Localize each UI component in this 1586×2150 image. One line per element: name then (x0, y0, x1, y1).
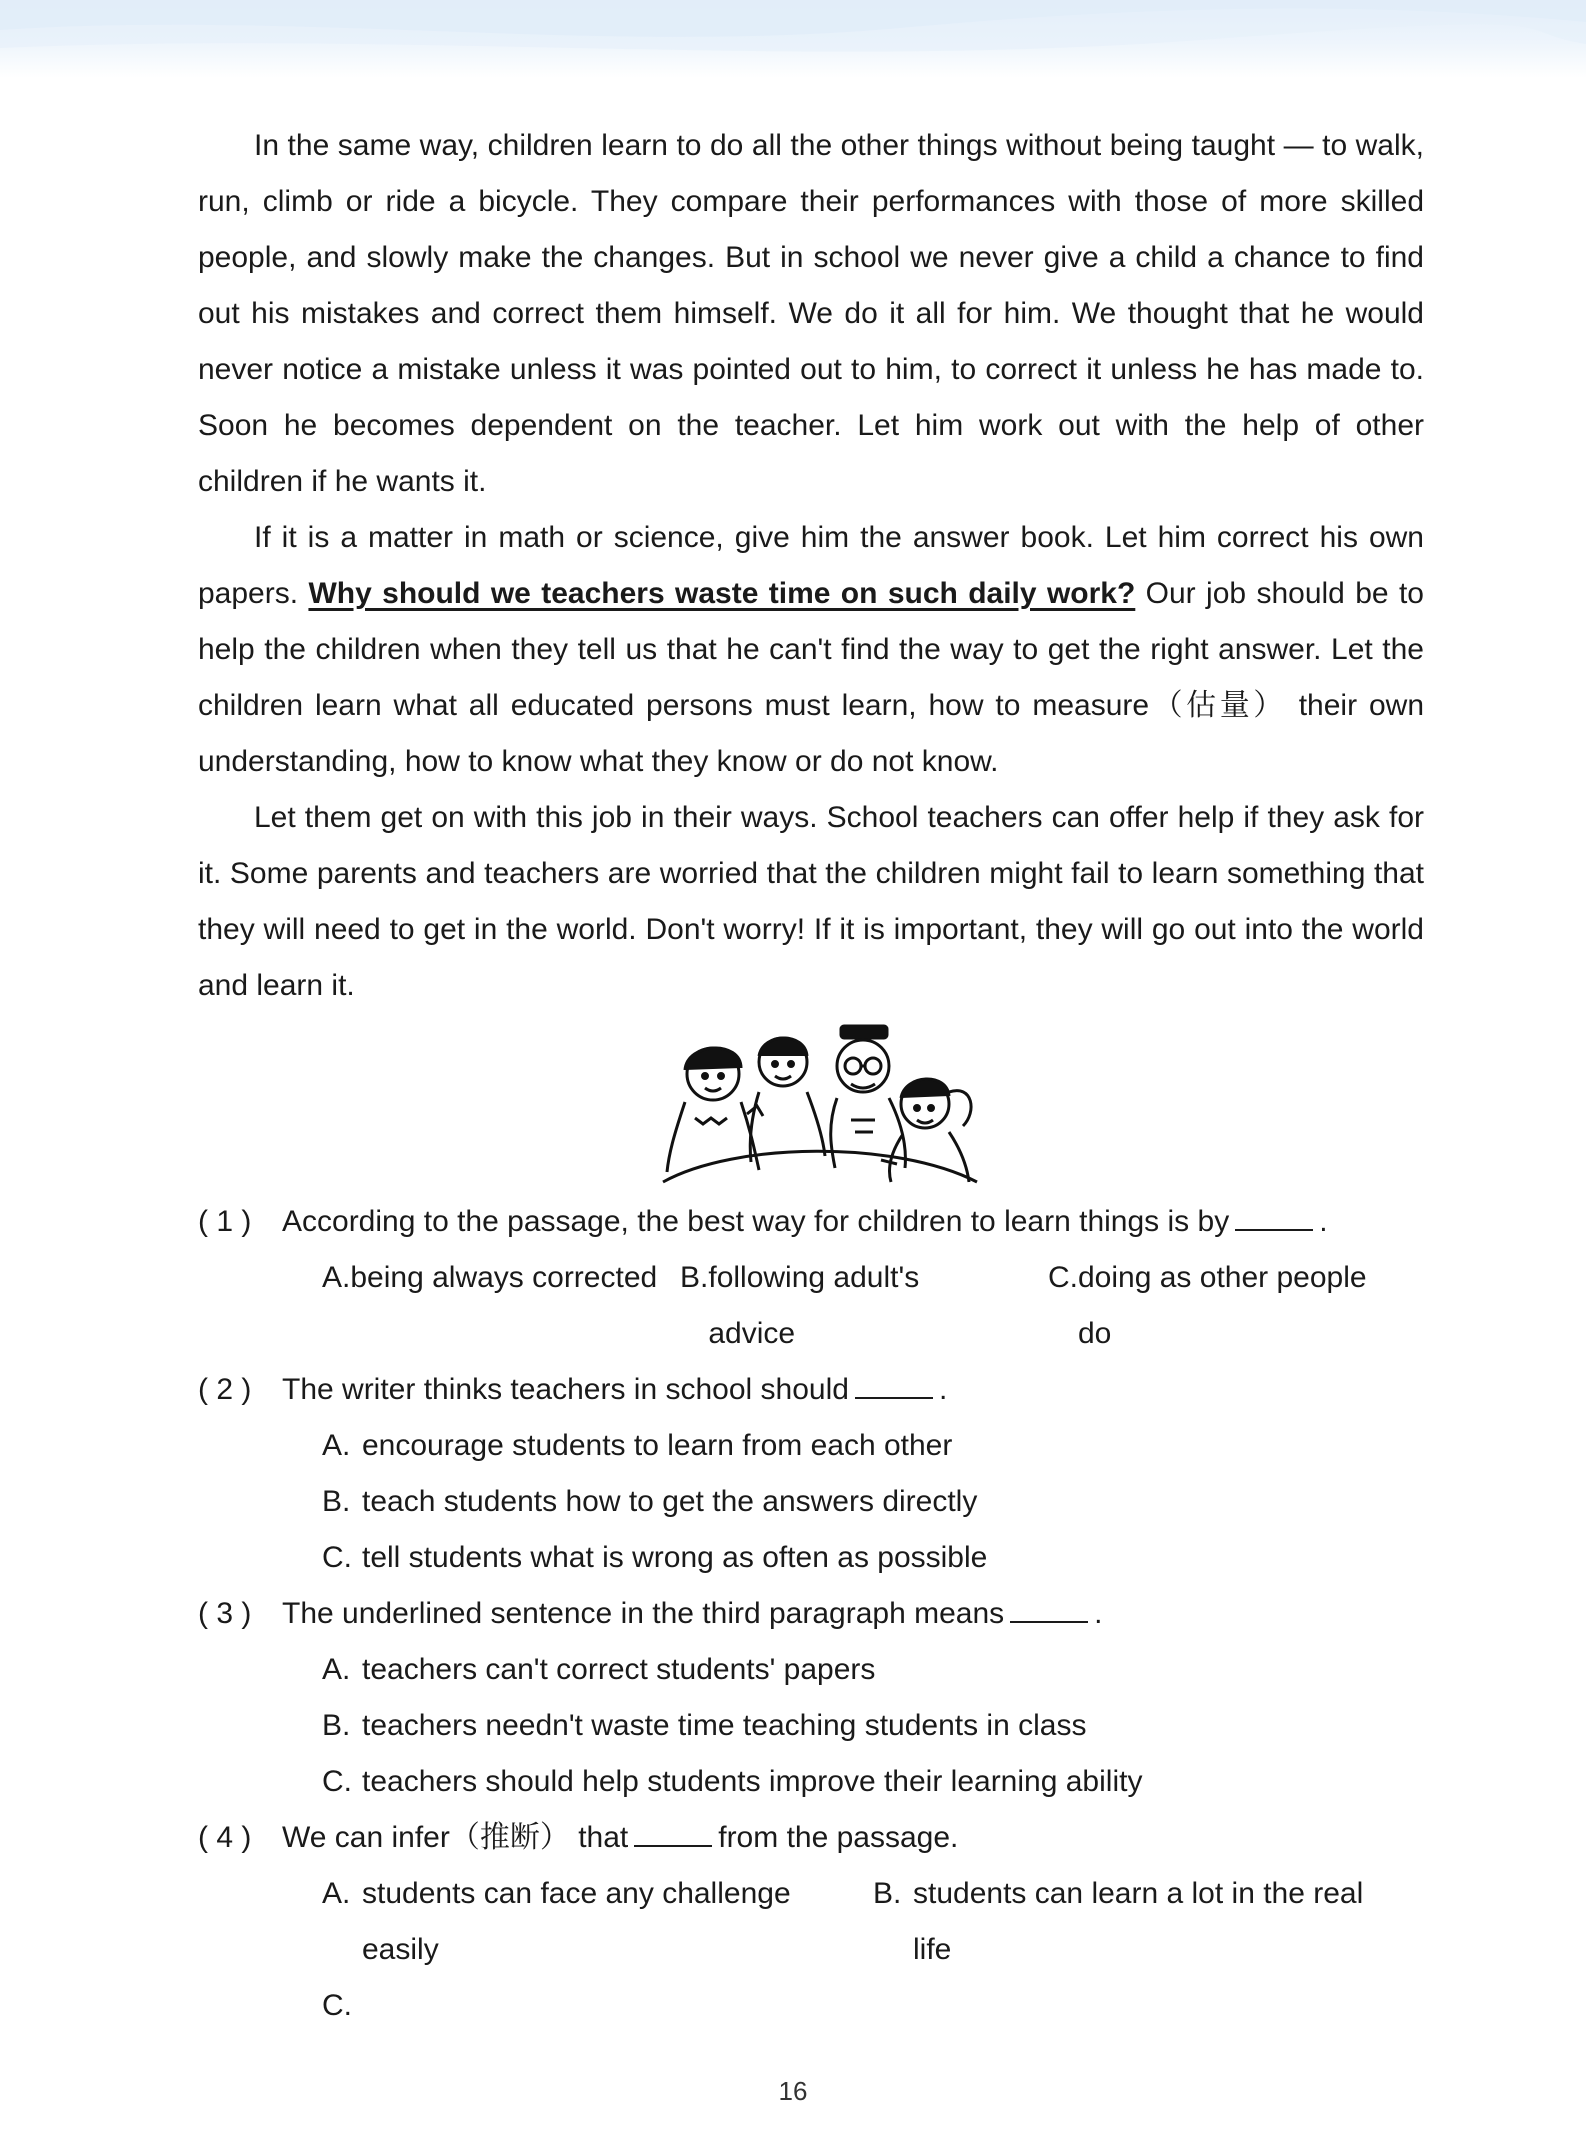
underlined-sentence: Why should we teachers waste time on such daily work? (308, 577, 1136, 610)
option-text: teach students how to get the answers directly (362, 1485, 978, 1518)
question-stem (198, 1810, 1424, 1866)
options (322, 1642, 1424, 1810)
option-text: teachers needn't waste time teaching students in class (362, 1709, 1087, 1742)
answer-blank[interactable] (634, 1811, 712, 1847)
option-c[interactable] (322, 1754, 1424, 1810)
option-b[interactable] (322, 1474, 1424, 1530)
option-letter: A. (322, 1877, 351, 1910)
option-text: tell students what is wrong as often as possible (362, 1541, 988, 1574)
question-text: According to the passage, the best way for children to learn things is by (282, 1205, 1230, 1238)
option-text (362, 1978, 1424, 2034)
option-b[interactable] (322, 1698, 1424, 1754)
option-a[interactable] (322, 1642, 1424, 1698)
children-and-teacher-illustration (655, 1022, 985, 1188)
question-text-end: from the passage. (718, 1821, 959, 1854)
option-text: being always corrected (350, 1261, 658, 1294)
option-letter: C. (1048, 1261, 1078, 1294)
question-stem (198, 1194, 1424, 1250)
question-text-end: . (1094, 1597, 1103, 1630)
option-letter: A. (322, 1653, 351, 1686)
question-text: The writer thinks teachers in school should (282, 1373, 849, 1406)
option-a[interactable] (322, 1418, 1424, 1474)
paragraph-2-start: If it is a matter in math or science, give him the answer book. Let him correct his own papers. (198, 521, 1424, 610)
header-wave-decoration (0, 0, 1586, 78)
question-number: ( 3 ) (198, 1597, 252, 1630)
option-c[interactable] (322, 1978, 1424, 2034)
question-3 (198, 1586, 1424, 1810)
question-text-end: . (938, 1373, 948, 1406)
option-letter: C. (322, 1541, 352, 1574)
question-stem (198, 1362, 1424, 1418)
option-text: teachers should help students improve their learning ability (362, 1765, 1143, 1798)
option-text: teachers can't correct students' papers (362, 1653, 876, 1686)
question-stem (198, 1586, 1424, 1642)
question-text: We can infer（推断） that (282, 1821, 629, 1854)
question-number: ( 1 ) (198, 1205, 252, 1238)
option-letter: B. (873, 1877, 902, 1910)
question-text-end: . (1319, 1205, 1328, 1238)
option-letter: C. (322, 1989, 352, 2022)
answer-blank[interactable] (855, 1363, 933, 1399)
answer-blank[interactable] (1010, 1587, 1088, 1623)
option-text: following adult's advice (708, 1261, 920, 1350)
passage-paragraph-2 (198, 510, 1424, 790)
paragraph-2-end: Our job should be to help the children when they tell us that he can't find the way to get the right answer. Let the children learn what all educated persons must learn, how to measure（估量） their own understanding, how to know what they know or do not know. (198, 577, 1424, 778)
option-b[interactable] (680, 1250, 1048, 1362)
options (322, 1866, 1424, 2034)
option-letter: A. (322, 1261, 351, 1294)
option-letter: B. (322, 1709, 351, 1742)
question-text: The underlined sentence in the third paragraph means (282, 1597, 1005, 1630)
option-letter: A. (322, 1429, 351, 1462)
page-header-band (0, 0, 1586, 78)
illustration (198, 1022, 1424, 1188)
passage-paragraph-1: In the same way, children learn to do all the other things without being taught — to walk, run, climb or ride a bicycle. They compare their performances with those of more skilled people, and slowly make the changes. But in school we never give a child a chance to find out his mistakes and correct them himself. We do it all for him. We thought that he would never notice a mistake unless it was pointed out to him, to correct it unless he has made to. Soon he becomes dependent on the teacher. Let him work out with the help of other children if he wants it. (198, 129, 1424, 498)
page-number: 16 (778, 2076, 808, 2106)
question-2 (198, 1362, 1424, 1586)
option-letter: C. (322, 1765, 352, 1798)
options (322, 1250, 1424, 1362)
option-a[interactable] (322, 1250, 680, 1362)
question-number: ( 4 ) (198, 1821, 252, 1854)
option-c[interactable] (322, 1530, 1424, 1586)
option-a[interactable] (322, 1866, 873, 1978)
option-c[interactable] (1048, 1250, 1398, 1362)
question-number: ( 2 ) (198, 1373, 252, 1406)
options (322, 1418, 1424, 1586)
option-letter: B. (322, 1485, 351, 1518)
option-text: students can face any challenge easily (362, 1877, 791, 1966)
option-b[interactable] (873, 1866, 1424, 1978)
option-text: doing as other people do (1078, 1261, 1367, 1350)
question-1 (198, 1194, 1424, 1362)
option-text: students can learn a lot in the real life (913, 1877, 1364, 1966)
option-text: encourage students to learn from each other (362, 1429, 953, 1462)
passage-paragraph-3: Let them get on with this job in their ways. School teachers can offer help if they ask for it. Some parents and teachers are worried that the children might fail to learn something that they will need to get in the world. Don't worry! If it is important, they will go out into the world and learn it. (198, 801, 1424, 1002)
page-content (198, 118, 1424, 2034)
option-letter: B. (680, 1261, 709, 1294)
question-4 (198, 1810, 1424, 2034)
options-row (322, 1866, 1424, 1978)
answer-blank[interactable] (1235, 1195, 1313, 1231)
